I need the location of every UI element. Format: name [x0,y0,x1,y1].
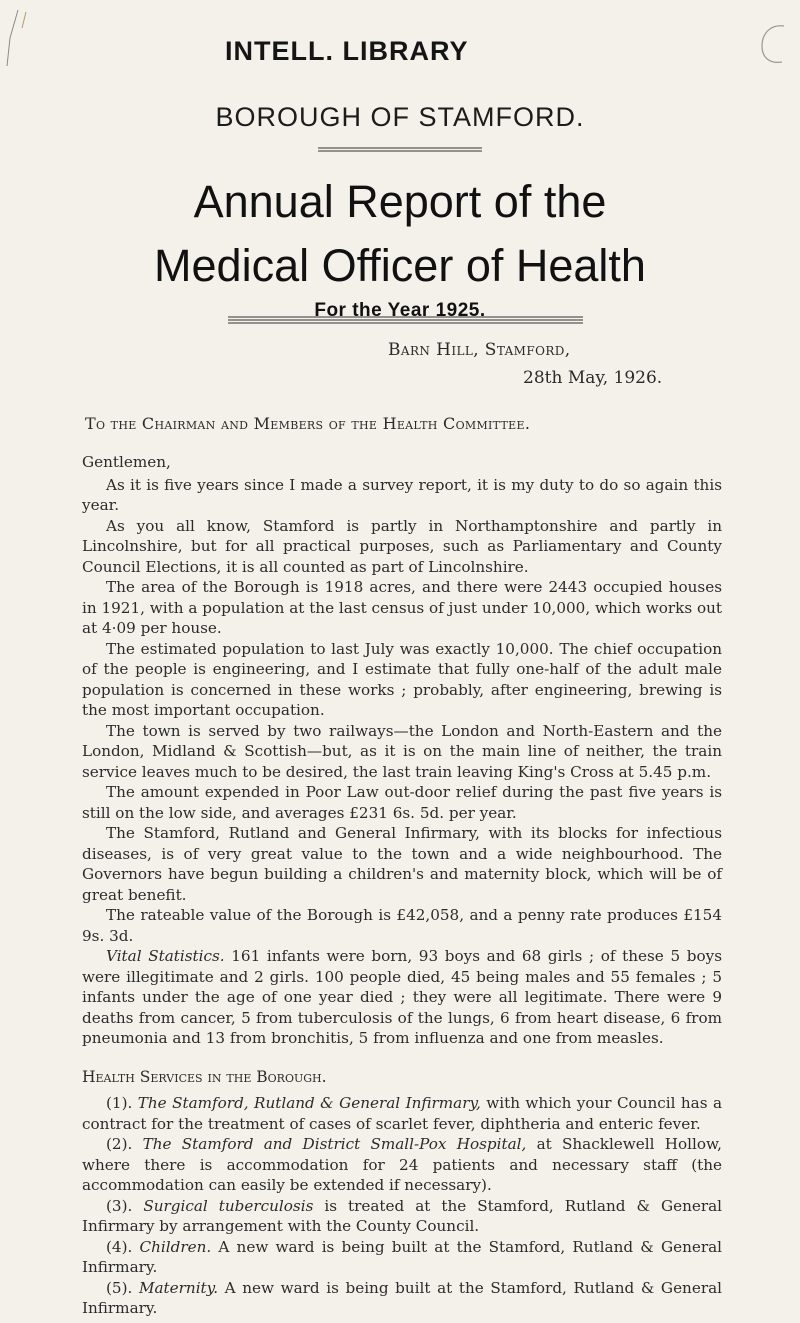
service-item [82,1196,722,1237]
paragraph-county: As you all know, Stamford is partly in Northamptonshire and partly in Lincolnshire, but for all practical purposes, such as Parliamentary and County Council Elections, it is all counted as part of Lincolnshire. [82,516,722,576]
letter-body [82,452,722,1319]
paragraph-infirmary: The Stamford, Rutland and General Infirmary, with its blocks for infectious diseases, is of very great value to the town and a wide neighbourhood. The Governors have begun building a children's and maternity block, which will be of great benefit. [82,824,722,904]
paragraph-poor-law: The amount expended in Poor Law out-door relief during the past five years is still on the low side, and averages £231 6s. 5d. per year. [82,783,722,822]
service-label: Surgical tuberculosis [143,1196,314,1215]
vital-statistics-text: 161 infants were born, 93 boys and 68 girls ; of these 5 boys were illegitimate and 2 girls. 100 people died, 45 being males and 55 females ; 5 infants under the age of one year died ; they were all legitimate. There were 9 deaths from cancer, 5 from tuberculosis of the lungs, 6 from heart disease, 6 from pneumonia and 13 from bronchitis, 5 from influenza and one from measles. [82,947,722,1047]
paragraph-area: The area of the Borough is 1918 acres, and there were 2443 occupied houses in 1921, with a population at the last census of just under 10,000, which works out at 4·09 per house. [82,578,722,637]
service-label: The Stamford, Rutland & General Infirmary, [137,1094,481,1112]
service-item [82,1278,722,1319]
salutation: Gentlemen, [82,453,171,471]
service-label: Maternity. [138,1278,219,1297]
report-title-line-2: Medical Officer of Health [154,240,646,291]
service-label: The Stamford and District Small-Pox Hospital, [142,1135,527,1153]
service-label: Children. [139,1237,212,1256]
paragraph-population: The estimated population to last July was exactly 10,000. The chief occupation of the people is engineering, and I estimate that fully one-half of the adult male population is concerned in these works ; probably, after engineering, brewing is the most important occupation. [82,639,722,719]
divider-upper [0,146,800,154]
pencil-mark-left [4,8,38,68]
service-text: at Shacklewell Hollow, where there is accommodation for 24 patients and necessary staff (the accommodation can easily be extended if necessary). [82,1135,723,1194]
borough-heading: BOROUGH OF STAMFORD. [215,102,585,132]
sender-address: Barn Hill, Stamford, [388,340,571,360]
divider-lower [0,316,800,324]
service-number: (4). [106,1237,133,1256]
paragraph-rateable-value: The rateable value of the Borough is £42,058, and a penny rate produces £154 9s. 3d. [82,906,722,945]
pencil-mark-right [748,20,788,78]
service-item [82,1134,722,1196]
paragraph-survey: As it is five years since I made a survey report, it is my duty to do so again this year. [82,475,722,514]
health-services-heading: Health Services in the Borough. [82,1067,327,1086]
service-text: with which your Council has a contract for the treatment of cases of scarlet fever, diphtheria and enteric fever. [82,1094,722,1133]
report-year: For the Year 1925. [314,300,486,321]
paragraph-vital-statistics [82,946,722,1049]
service-text: is treated at the Stamford, Rutland & General Infirmary by arrangement with the County Council. [82,1196,723,1235]
service-text: A new ward is being built at the Stamford, Rutland & General Infirmary. [82,1237,723,1276]
service-text: A new ward is being built at the Stamford, Rutland & General Infirmary. [82,1278,722,1317]
service-number: (3). [106,1196,133,1215]
service-item [82,1093,722,1134]
letter-date: 28th May, 1926. [523,368,663,388]
addressee-line: To the Chairman and Members of the Health Committee. [85,414,531,433]
service-item [82,1237,722,1278]
service-number: (2). [106,1135,133,1153]
service-number: (5). [106,1278,133,1297]
paragraph-railways: The town is served by two railways—the London and North-Eastern and the London, Midland & Scottish—but, as it is on the main line of neither, the train service leaves much to be desired, the last train leaving King's Cross at 5.45 p.m. [82,721,722,781]
report-title-line-1: Annual Report of the [193,176,607,227]
vital-statistics-label: Vital Statistics. [106,947,225,965]
library-stamp: INTELL. LIBRARY [225,36,469,66]
service-number: (1). [106,1094,133,1112]
